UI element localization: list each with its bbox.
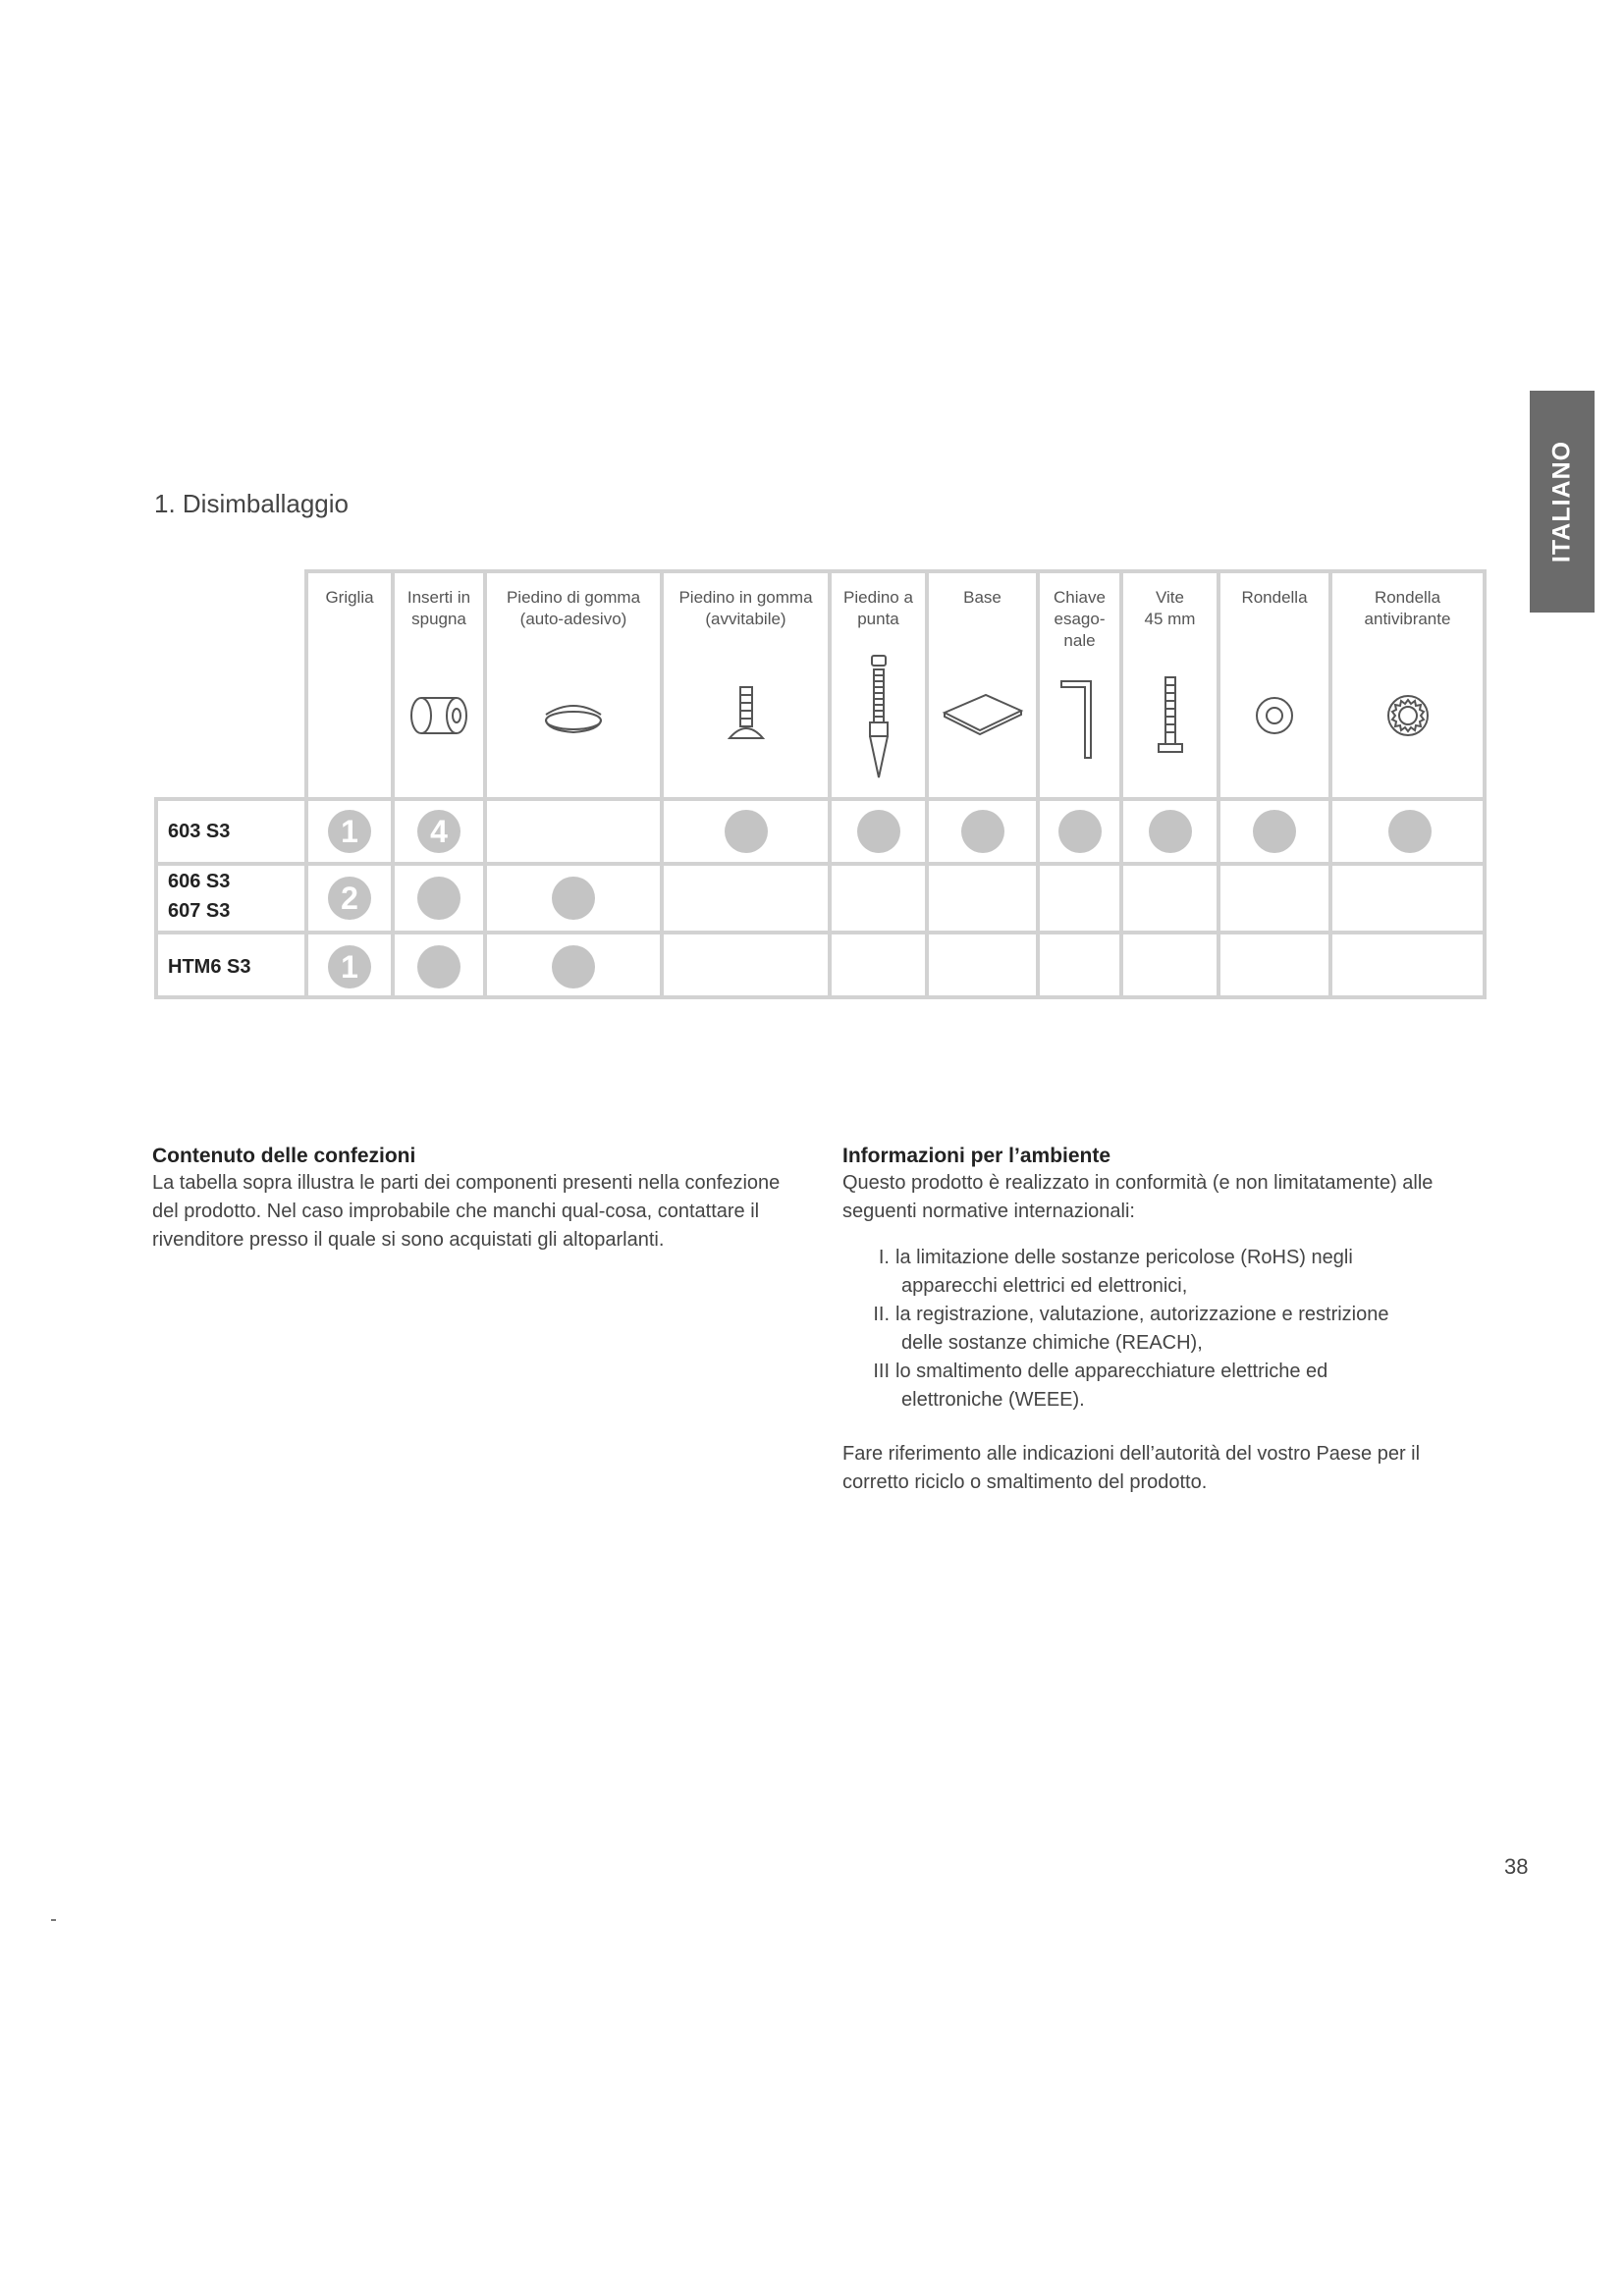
section-title: 1. Disimballaggio — [154, 489, 349, 518]
column-header-label: Rondella — [1241, 588, 1308, 607]
quantity-dot: 2 — [328, 877, 371, 920]
list-item — [842, 1244, 1490, 1301]
column-divider — [1328, 797, 1332, 999]
column-header — [660, 569, 828, 797]
column-header — [1119, 569, 1217, 797]
column-divider — [925, 797, 929, 999]
column-header-label: Base — [963, 588, 1001, 607]
environment-note: Fare riferimento alle indicazioni dell’autorità del vostro Paese per il corretto riciclo o smaltimento del prodotto. — [842, 1443, 1421, 1493]
contents-heading: Contenuto delle confezioni — [152, 1145, 416, 1167]
hex-key-icon — [1040, 654, 1119, 781]
row-label — [168, 817, 230, 846]
list-item-text: la registrazione, valutazione, autorizzazione e restrizione — [895, 1304, 1389, 1325]
list-item-text: apparecchi elettrici ed elettronici, — [901, 1275, 1188, 1297]
column-header — [1217, 569, 1328, 797]
contents-body: La tabella sopra illustra le parti dei componenti presenti nella confezione del prodotto. Nel caso improbabile che manchi qual-cosa, contattare il rivenditore presso il quale si sono acquistati gli altoparlanti. — [152, 1172, 781, 1251]
quantity-dot: 4 — [417, 810, 460, 853]
adhesive-rubber-foot-icon — [487, 654, 660, 781]
column-divider — [660, 797, 664, 999]
parts-table — [154, 569, 1487, 999]
anti-vibration-washer-icon — [1332, 654, 1483, 781]
quantity-dot — [725, 810, 768, 853]
quantity-dot — [417, 945, 460, 988]
column-divider — [828, 797, 832, 999]
language-tab — [1530, 391, 1595, 613]
contents-section — [152, 1144, 800, 1255]
language-tab-label: ITALIANO — [1547, 440, 1576, 563]
row-divider — [154, 931, 1487, 934]
screw-icon — [1123, 654, 1217, 781]
column-header-label: Griglia — [325, 588, 374, 607]
list-item-text: elettroniche (WEEE). — [901, 1389, 1085, 1411]
quantity-dot — [552, 945, 595, 988]
row-label-line: 606 S3 — [168, 871, 231, 892]
column-header — [1036, 569, 1119, 797]
column-header — [828, 569, 925, 797]
spike-foot-icon — [832, 654, 925, 781]
column-header-label: Chiave esago- nale — [1054, 588, 1106, 650]
list-item — [842, 1301, 1490, 1358]
column-header — [483, 569, 660, 797]
column-divider — [1119, 797, 1123, 999]
row-label-line: HTM6 S3 — [168, 956, 251, 978]
base-plate-icon — [929, 654, 1036, 781]
page-mark — [51, 1919, 56, 1921]
list-item-text: la limitazione delle sostanze pericolose (RoHS) negli — [895, 1247, 1353, 1268]
column-header — [925, 569, 1036, 797]
list-item-text: delle sostanze chimiche (REACH), — [901, 1332, 1203, 1354]
column-header-label: Rondella antivibrante — [1364, 588, 1451, 628]
page-number: 38 — [1504, 1854, 1529, 1879]
column-header-label: Piedino in gomma (avvitabile) — [678, 588, 813, 628]
list-item — [842, 1358, 1490, 1415]
column-header-label: Vite 45 mm — [1144, 588, 1196, 628]
list-item-number: I. — [878, 1247, 890, 1268]
row-label-line: 607 S3 — [168, 900, 231, 922]
screw-in-rubber-foot-icon — [664, 654, 828, 781]
regulation-list — [842, 1244, 1490, 1415]
quantity-dot — [857, 810, 900, 853]
washer-icon — [1220, 654, 1328, 781]
column-header-label: Piedino a punta — [843, 588, 913, 628]
environment-heading: Informazioni per l’ambiente — [842, 1145, 1111, 1167]
environment-section — [842, 1144, 1490, 1497]
row-divider — [154, 862, 1487, 866]
row-label-line: 603 S3 — [168, 821, 231, 842]
row-label — [168, 867, 230, 926]
list-item-text: lo smaltimento delle apparecchiature elettriche ed — [895, 1361, 1328, 1382]
environment-intro: Questo prodotto è realizzato in conformità (e non limitatamente) alle seguenti normative internazionali: — [842, 1172, 1434, 1222]
column-header — [391, 569, 483, 797]
column-divider — [304, 797, 308, 999]
quantity-dot — [552, 877, 595, 920]
quantity-dot: 1 — [328, 810, 371, 853]
quantity-dot — [1149, 810, 1192, 853]
column-header-label: Inserti in spugna — [406, 588, 471, 628]
quantity-dot — [417, 877, 460, 920]
row-label — [168, 952, 250, 982]
quantity-dot: 1 — [328, 945, 371, 988]
column-divider — [483, 797, 487, 999]
column-divider — [1217, 797, 1220, 999]
column-divider — [391, 797, 395, 999]
list-item-number: II. — [873, 1304, 890, 1325]
quantity-dot — [1388, 810, 1432, 853]
quantity-dot — [1058, 810, 1102, 853]
quantity-dot — [961, 810, 1004, 853]
quantity-dot — [1253, 810, 1296, 853]
column-header — [304, 569, 391, 797]
list-item-number: III — [873, 1361, 890, 1382]
column-divider — [1036, 797, 1040, 999]
foam-insert-icon — [395, 654, 483, 781]
column-header-label: Piedino di gomma (auto-adesivo) — [506, 588, 641, 628]
column-header — [1328, 569, 1487, 797]
